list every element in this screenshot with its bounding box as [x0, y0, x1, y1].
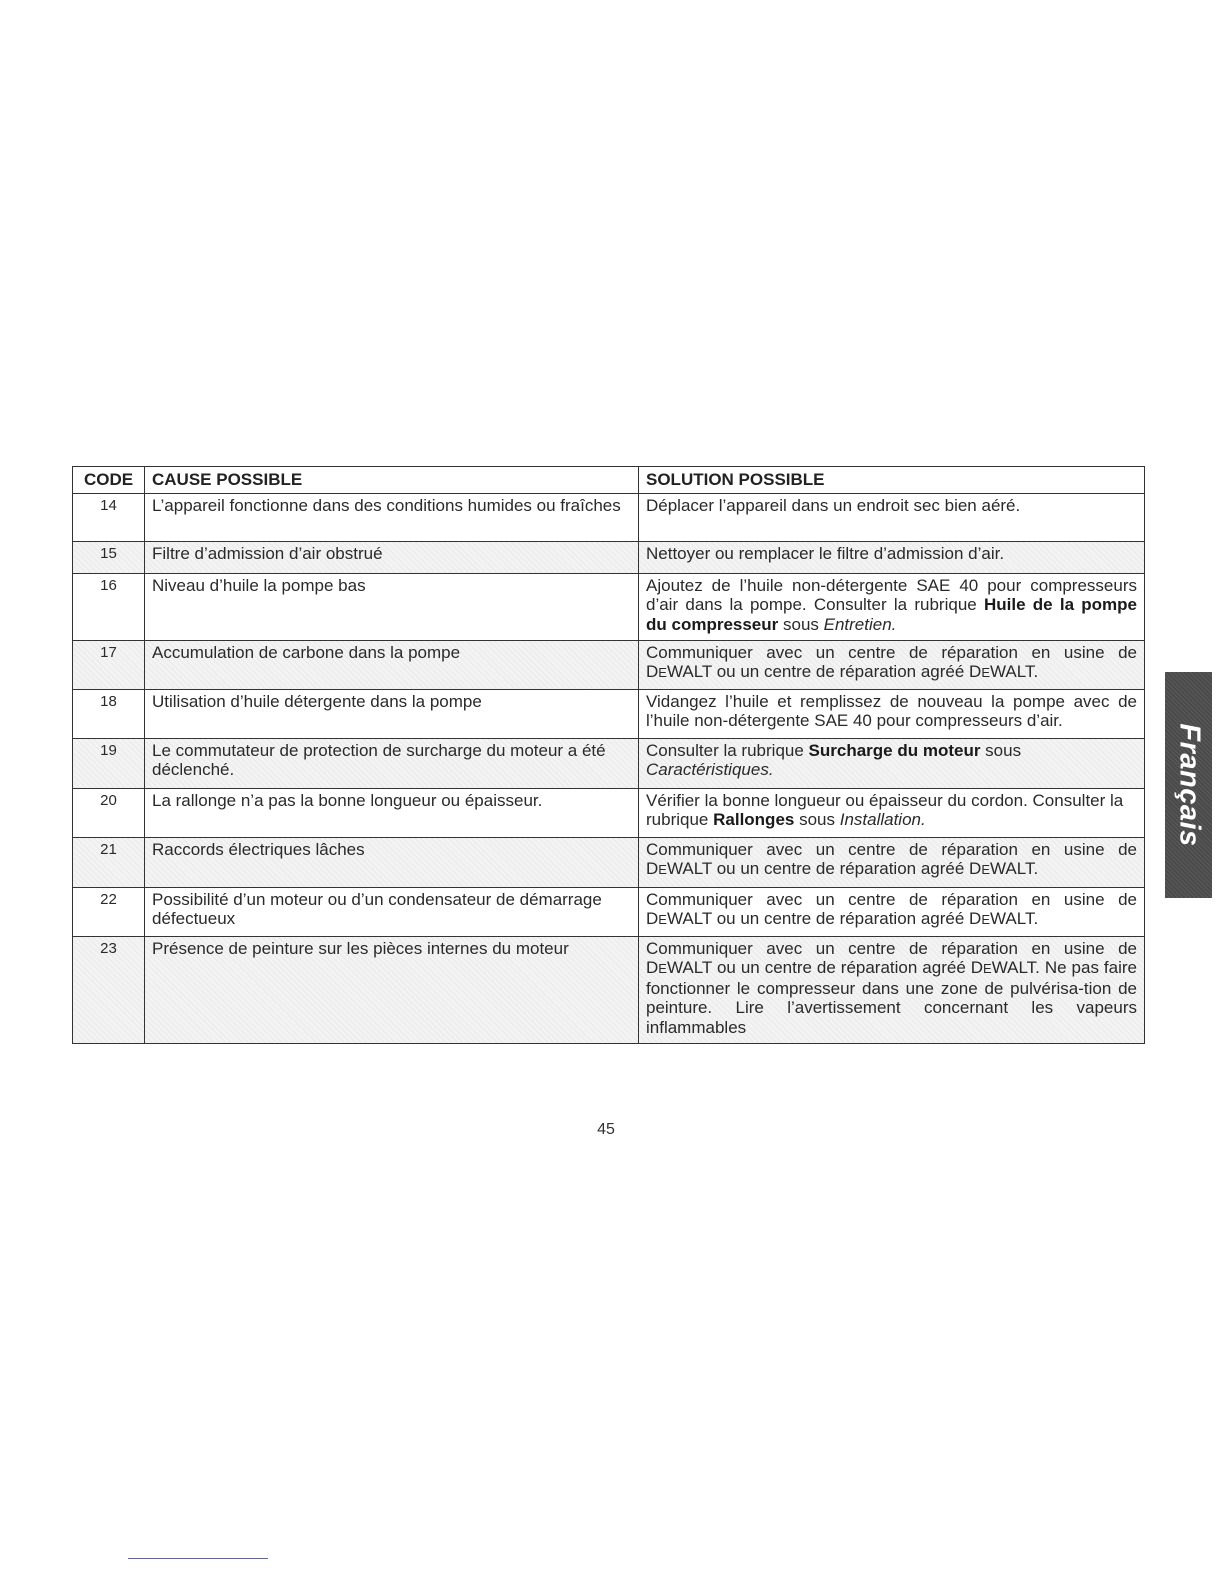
- solution-text: WALT. Ne pas faire fonctionner le compresseur dans une zone de pulvérisa-tion de peinture. Lire l’avertissement concernant les vapeurs inflammables: [646, 958, 1137, 1037]
- row-code: 14: [73, 493, 145, 541]
- row-code: 20: [73, 788, 145, 837]
- row-code: 21: [73, 837, 145, 887]
- row-cause: Le commutateur de protection de surcharge du moteur a été déclenché.: [145, 738, 639, 788]
- solution-text: WALT ou un centre de réparation agréé D: [666, 662, 982, 681]
- table-row: [73, 640, 1145, 689]
- solution-text: Communiquer avec un centre de réparation en usine de D: [646, 889, 1137, 928]
- solution-text: Communiquer avec un centre de réparation en usine de D: [646, 642, 1137, 681]
- solution-text: Ajoutez de l’huile non-détergente SAE 40 pour compresseurs d’air dans la pompe. Consulter la rubrique: [646, 575, 1137, 614]
- solution-text: Consulter la rubrique: [646, 740, 809, 760]
- row-cause: L’appareil fonctionne dans des conditions humides ou fraîches: [145, 493, 639, 541]
- solution-text: WALT.: [990, 662, 1039, 681]
- table-row: [73, 837, 1145, 887]
- solution-text: WALT ou un centre de réparation agréé D: [666, 859, 982, 878]
- row-solution: Déplacer l’appareil dans un endroit sec bien aéré.: [639, 493, 1145, 541]
- table-header-row: [73, 467, 1145, 494]
- row-cause: Raccords électriques lâches: [145, 837, 639, 887]
- solution-text: sous: [778, 614, 824, 634]
- header-solution: SOLUTION POSSIBLE: [639, 467, 1145, 494]
- solution-text: Communiquer avec un centre de réparation en usine de D: [646, 938, 1137, 977]
- row-code: 22: [73, 887, 145, 936]
- solution-italic-ref: Installation.: [839, 810, 926, 829]
- language-tab: [1165, 672, 1212, 898]
- row-code: 15: [73, 541, 145, 573]
- row-solution: [639, 573, 1145, 640]
- table-row: [73, 573, 1145, 640]
- troubleshooting-table: [72, 466, 1145, 1044]
- language-tab-label: Français: [1173, 723, 1205, 847]
- solution-text: sous: [980, 740, 1022, 760]
- table-row: [73, 788, 1145, 837]
- solution-text: WALT.: [990, 859, 1039, 878]
- row-cause: Niveau d’huile la pompe bas: [145, 573, 639, 640]
- solution-text: WALT.: [990, 909, 1039, 928]
- brand-smallcap: E: [981, 912, 990, 927]
- brand-smallcap: E: [658, 961, 667, 976]
- table-row: [73, 738, 1145, 788]
- brand-smallcap: E: [981, 665, 990, 680]
- row-cause: La rallonge n’a pas la bonne longueur ou épaisseur.: [145, 788, 639, 837]
- row-cause: Filtre d’admission d’air obstrué: [145, 541, 639, 573]
- header-cause: CAUSE POSSIBLE: [145, 467, 639, 494]
- brand-smallcap: E: [658, 665, 667, 680]
- row-code: 19: [73, 738, 145, 788]
- row-cause: Utilisation d’huile détergente dans la pompe: [145, 689, 639, 738]
- row-code: 17: [73, 640, 145, 689]
- footnote-rule: [128, 1558, 268, 1559]
- row-solution: [639, 936, 1145, 1043]
- row-solution: [639, 738, 1145, 788]
- page-number: 45: [597, 1121, 615, 1138]
- solution-bold-ref: Surcharge du moteur: [808, 740, 981, 760]
- row-solution: [639, 887, 1145, 936]
- table-row: [73, 887, 1145, 936]
- brand-smallcap: E: [983, 961, 992, 976]
- row-cause: Présence de peinture sur les pièces internes du moteur: [145, 936, 639, 1043]
- table-row: [73, 541, 1145, 573]
- table-row: [73, 936, 1145, 1043]
- header-code: CODE: [73, 467, 145, 494]
- solution-bold-ref: Rallonges: [713, 810, 795, 829]
- solution-text: sous: [794, 810, 840, 829]
- row-solution: Nettoyer ou remplacer le filtre d’admission d’air.: [639, 541, 1145, 573]
- brand-smallcap: E: [981, 862, 990, 877]
- solution-text: WALT ou un centre de réparation agréé D: [666, 958, 984, 977]
- row-solution: [639, 837, 1145, 887]
- row-code: 16: [73, 573, 145, 640]
- solution-text: Communiquer avec un centre de réparation en usine de D: [646, 839, 1137, 878]
- table-row: [73, 689, 1145, 738]
- row-code: 23: [73, 936, 145, 1043]
- solution-text: Vérifier la bonne longueur ou épaisseur du cordon. Consulter la rubrique: [646, 790, 1124, 829]
- row-cause: Accumulation de carbone dans la pompe: [145, 640, 639, 689]
- table-row: [73, 493, 1145, 541]
- row-solution: [639, 788, 1145, 837]
- row-cause: Possibilité d’un moteur ou d’un condensateur de démarrage défectueux: [145, 887, 639, 936]
- brand-smallcap: E: [658, 862, 667, 877]
- row-solution: [639, 640, 1145, 689]
- row-solution: Vidangez l’huile et remplissez de nouveau la pompe avec de l’huile non-détergente SAE 40 pour compresseurs d’air.: [639, 689, 1145, 738]
- solution-italic-ref: Entretien.: [823, 614, 897, 634]
- solution-text: WALT ou un centre de réparation agréé D: [666, 909, 982, 928]
- solution-italic-ref: Caractéristiques.: [646, 760, 774, 779]
- row-code: 18: [73, 689, 145, 738]
- solution-bold-ref: Huile de la pompe du compresseur: [646, 595, 1137, 634]
- brand-smallcap: E: [658, 912, 667, 927]
